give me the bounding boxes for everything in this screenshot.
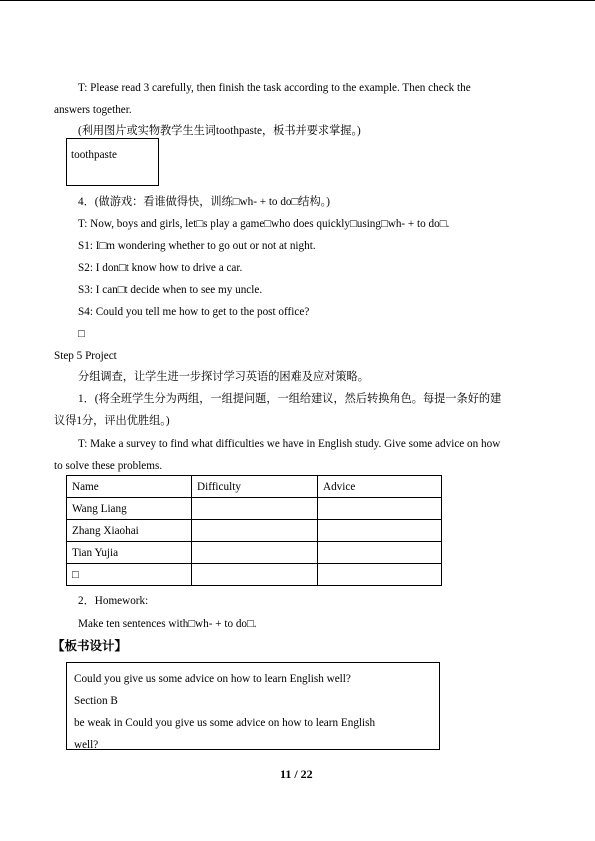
para-instruction-cont: answers together. [54, 104, 132, 116]
para-instruction: T: Please read 3 carefully, then finish the task according to the example. Then check the [78, 82, 471, 94]
table-row [67, 564, 442, 586]
group-instruction-cont: 议得1分，评出优胜组。) [54, 415, 170, 427]
homework-task: Make ten sentences with□wh- + to do□. [78, 618, 257, 630]
student-line-4: S4: Could you tell me how to get to the post office? [78, 306, 310, 318]
table-cell [192, 542, 318, 564]
table-cell [192, 520, 318, 542]
table-cell [318, 542, 442, 564]
page-number: 11 / 22 [280, 767, 313, 781]
homework-title: 2．Homework: [78, 595, 149, 607]
student-line-1: S1: I□m wondering whether to go out or not at night. [78, 240, 316, 252]
table-row [67, 520, 442, 542]
table-header-row [67, 476, 442, 498]
board-design-box [66, 662, 440, 750]
student-line-2: S2: I don□t know how to drive a car. [78, 262, 243, 274]
step-5-title: Step 5 Project [54, 350, 117, 362]
header-name: Name [67, 476, 192, 498]
table-cell [318, 564, 442, 586]
table-row [67, 498, 442, 520]
step-4-title: 4．(做游戏：看谁做得快，训练□wh- + to do□结构。) [78, 196, 330, 208]
table-cell: Wang Liang [67, 498, 192, 520]
survey-table [66, 475, 442, 586]
board-line-2: Section B [74, 695, 118, 707]
table-cell [318, 498, 442, 520]
table-cell [192, 498, 318, 520]
table-cell: Tian Yujia [67, 542, 192, 564]
vocab-box [66, 138, 159, 186]
table-cell: Zhang Xiaohai [67, 520, 192, 542]
top-rule [0, 0, 595, 1]
table-cell [318, 520, 442, 542]
vocab-word: toothpaste [71, 149, 117, 161]
board-line-3: be weak in Could you give us some advice on how to learn English [74, 717, 376, 729]
table-row [67, 542, 442, 564]
board-line-4: well? [74, 739, 99, 751]
board-design-heading: 【板书设计】 [52, 638, 128, 653]
placeholder-glyph: □ [78, 328, 85, 340]
board-line-1: Could you give us some advice on how to learn English well? [74, 673, 351, 685]
project-description: 分组调查，让学生进一步探讨学习英语的困难及应对策略。 [78, 371, 369, 383]
header-advice: Advice [318, 476, 442, 498]
table-cell [192, 564, 318, 586]
survey-instruction-cont: to solve these problems. [54, 460, 163, 472]
table-cell: □ [67, 564, 192, 586]
header-difficulty: Difficulty [192, 476, 318, 498]
note-vocab: (利用图片或实物教学生生词toothpaste，板书并要求掌握。) [78, 125, 361, 137]
teacher-line: T: Now, boys and girls, let□s play a game□who does quickly□using□wh- + to do□. [78, 218, 450, 230]
group-instruction: 1．(将全班学生分为两组，一组提问题，一组给建议，然后转换角色。每提一条好的建 [78, 393, 502, 405]
survey-instruction: T: Make a survey to find what difficulties we have in English study. Give some advice on how [78, 438, 501, 450]
student-line-3: S3: I can□t decide when to see my uncle. [78, 284, 263, 296]
